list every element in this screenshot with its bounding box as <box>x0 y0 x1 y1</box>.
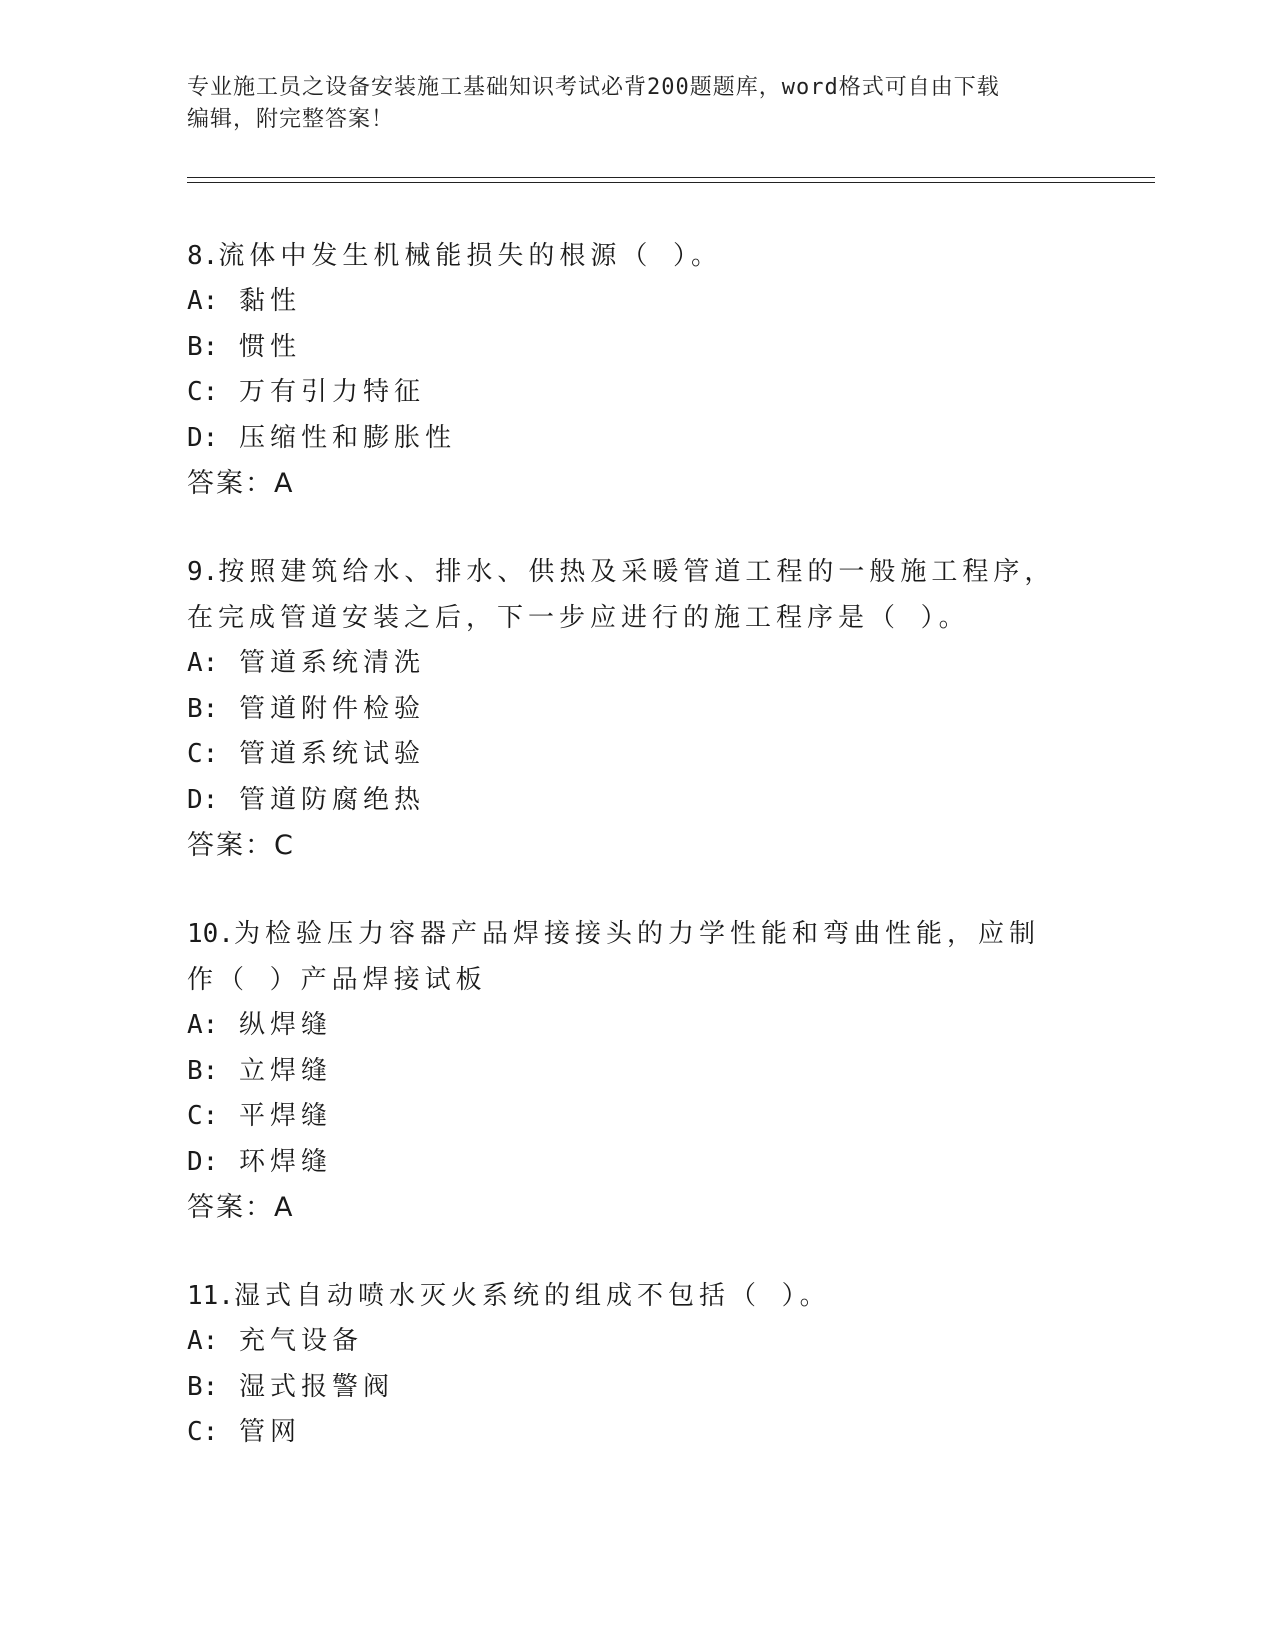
option-letter: B: <box>187 693 219 724</box>
question-body: 流体中发生机械能损失的根源（ ）。 <box>218 241 722 271</box>
question-text <box>187 549 1067 641</box>
option-d <box>187 416 1067 462</box>
question-text <box>187 233 1067 279</box>
option-text: 立焊缝 <box>238 1055 332 1086</box>
option-a <box>187 279 1067 325</box>
option-a <box>187 641 1067 687</box>
option-letter: D: <box>187 1146 219 1177</box>
header-divider-top <box>187 177 1155 178</box>
option-letter: D: <box>187 784 219 815</box>
option-text: 平焊缝 <box>238 1101 332 1131</box>
question-9 <box>187 549 1067 869</box>
option-text: 纵焊缝 <box>238 1010 332 1040</box>
header-line-2: 编辑，附完整答案！ <box>187 107 395 132</box>
question-10 <box>187 911 1067 1231</box>
answer: 答案：A <box>187 1192 295 1223</box>
option-letter: A: <box>187 648 219 678</box>
question-number: 8. <box>187 241 219 271</box>
option-b <box>187 325 1067 371</box>
question-number: 10. <box>187 919 234 949</box>
question-list <box>187 233 1067 1498</box>
option-a <box>187 1319 1067 1365</box>
question-text <box>187 1273 1067 1319</box>
answer: 答案：A <box>187 468 295 499</box>
option-b <box>187 1365 1067 1411</box>
option-d <box>187 778 1067 824</box>
option-letter: A: <box>187 286 219 316</box>
option-c <box>187 370 1067 416</box>
option-b <box>187 1049 1067 1095</box>
option-letter: A: <box>187 1326 219 1356</box>
option-c <box>187 732 1067 778</box>
answer: 答案：C <box>187 830 295 861</box>
option-text: 环焊缝 <box>238 1146 332 1177</box>
option-letter: C: <box>187 739 219 769</box>
header-line-1: 专业施工员之设备安装施工基础知识考试必背200题题库，word格式可自由下载 <box>187 75 1000 100</box>
option-text: 黏性 <box>238 286 301 316</box>
question-11 <box>187 1273 1067 1456</box>
option-text: 万有引力特征 <box>238 377 425 407</box>
question-text <box>187 911 1067 1003</box>
option-text: 湿式报警阀 <box>238 1371 394 1402</box>
option-letter: C: <box>187 1101 219 1131</box>
question-body: 湿式自动喷水灭火系统的组成不包括（ ）。 <box>233 1281 831 1311</box>
option-letter: C: <box>187 1417 219 1447</box>
option-text: 压缩性和膨胀性 <box>238 422 456 453</box>
option-c <box>187 1410 1067 1456</box>
option-letter: B: <box>187 1371 219 1402</box>
option-letter: A: <box>187 1010 219 1040</box>
option-letter: B: <box>187 1055 219 1086</box>
question-body: 为检验压力容器产品焊接接头的力学性能和弯曲性能，应制作（ ）产品焊接试板 <box>187 919 1040 995</box>
option-text: 充气设备 <box>238 1326 363 1356</box>
option-b <box>187 687 1067 733</box>
option-text: 管道系统试验 <box>238 739 425 769</box>
question-body: 按照建筑给水、排水、供热及采暖管道工程的一般施工程序，在完成管道安装之后，下一步应进行的施工程序是（ ）。 <box>187 557 1056 633</box>
question-8 <box>187 233 1067 507</box>
option-text: 管网 <box>238 1417 301 1447</box>
option-text: 管道防腐绝热 <box>238 784 425 815</box>
question-number: 9. <box>187 557 219 587</box>
option-letter: B: <box>187 331 219 362</box>
option-a <box>187 1003 1067 1049</box>
option-letter: C: <box>187 377 219 407</box>
option-d <box>187 1140 1067 1186</box>
option-text: 管道附件检验 <box>238 693 425 724</box>
question-number: 11. <box>187 1281 234 1311</box>
option-letter: D: <box>187 422 219 453</box>
header-divider-bottom <box>187 182 1155 183</box>
document-header <box>187 72 1087 136</box>
option-text: 管道系统清洗 <box>238 648 425 678</box>
option-text: 惯性 <box>238 331 301 362</box>
option-c <box>187 1094 1067 1140</box>
